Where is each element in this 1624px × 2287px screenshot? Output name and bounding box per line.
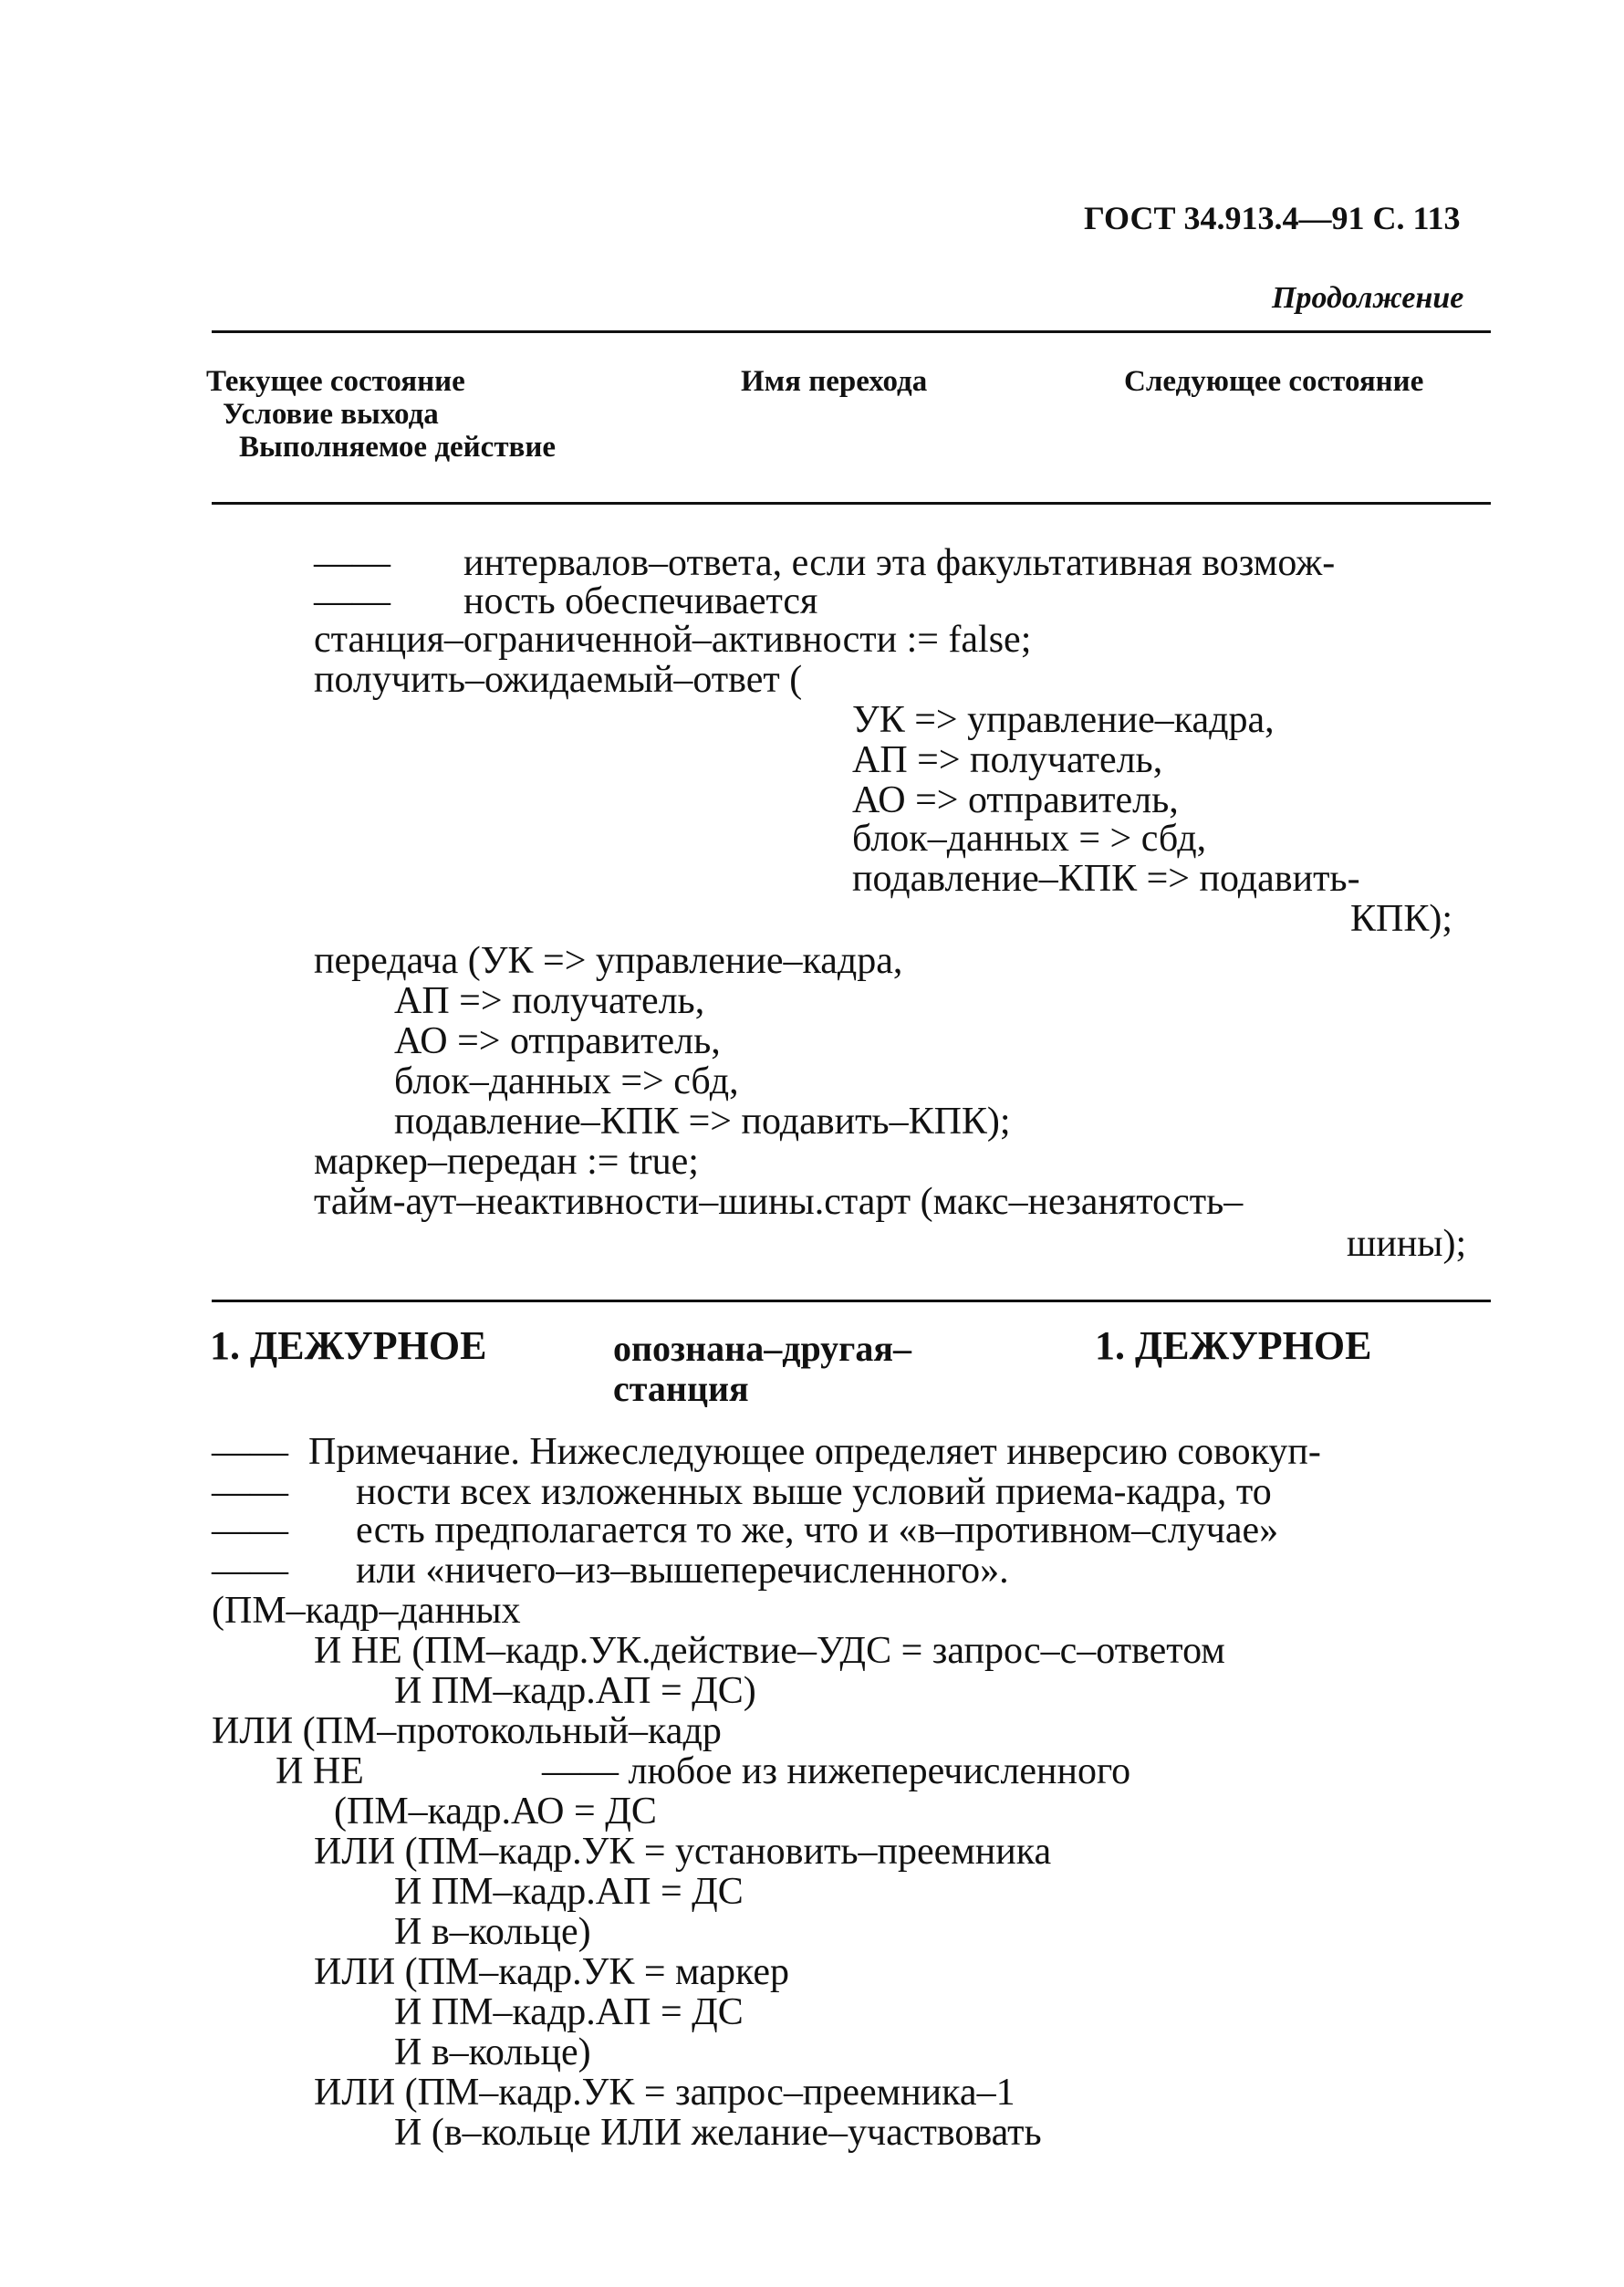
comment-dash: —— <box>212 1550 288 1592</box>
condition-line: (ПМ–кадр–данных <box>212 1590 521 1632</box>
table-top-rule <box>212 330 1491 333</box>
note-line: —— Примечание. Нижеследующее определяет инверсию совокуп- <box>212 1431 1321 1473</box>
code-line: АО => отправитель, <box>394 1020 721 1062</box>
comment-dash: —— <box>314 542 390 584</box>
col-action-header: Выполняемое действие <box>239 431 557 464</box>
comment-dash: —— <box>212 1471 288 1513</box>
col-current-state-header: Текущее состояние <box>206 365 465 398</box>
comment-dash: —— <box>212 1431 288 1473</box>
code-line: маркер–передан := true; <box>314 1141 699 1183</box>
code-line: КПК); <box>1350 898 1453 940</box>
code-line: передача (УК => управление–кадра, <box>314 940 903 982</box>
note-line: —— ности всех изложенных выше условий приема-кадра, то <box>212 1471 1272 1513</box>
standard-code: ГОСТ 34.913.4—91 С. 113 <box>1084 200 1461 236</box>
code-line: подавление–КПК => подавить- <box>852 858 1360 900</box>
code-line: тайм-аут–неактивности–шины.старт (макс–незанятость– <box>314 1181 1244 1223</box>
table-header-rule <box>212 502 1491 505</box>
code-line: —— ность обеспечивается <box>314 580 818 622</box>
condition-line: И НЕ <box>276 1750 364 1792</box>
condition-line: И ПМ–кадр.АП = ДС <box>394 1991 744 2033</box>
condition-line: (ПМ–кадр.АО = ДС <box>334 1791 657 1833</box>
code-line: станция–ограниченной–активности := false; <box>314 619 1032 661</box>
code-line: АП => получатель, <box>394 980 705 1022</box>
code-line: шины); <box>1347 1223 1467 1265</box>
code-line: —— интервалов–ответа, если эта факультативная возмож- <box>314 542 1336 584</box>
note-line: —— или «ничего–из–вышеперечисленного». <box>212 1550 1009 1592</box>
col-transition-header: Имя перехода <box>741 365 928 398</box>
transition-name: опознана–другая– <box>613 1328 911 1369</box>
code-line: УК => управление–кадра, <box>852 699 1275 741</box>
code-line: блок–данных = > сбд, <box>852 818 1207 860</box>
comment-dash: —— <box>212 1509 288 1551</box>
code-line: АП => получатель, <box>852 739 1163 781</box>
code-line: блок–данных => сбд, <box>394 1060 739 1102</box>
col-next-state-header: Следующее состояние <box>1124 365 1424 398</box>
condition-line: И НЕ (ПМ–кадр.УК.действие–УДС = запрос–с–ответом <box>314 1630 1225 1672</box>
transition-name-cont: станция <box>613 1368 749 1409</box>
row-separator-rule <box>212 1300 1491 1302</box>
condition-line: ИЛИ (ПМ–кадр.УК = маркер <box>314 1951 789 1993</box>
condition-line: ИЛИ (ПМ–кадр.УК = запрос–преемника–1 <box>314 2072 1015 2114</box>
condition-line: И в–кольце) <box>394 2031 591 2073</box>
current-state: 1. ДЕЖУРНОЕ <box>210 1323 487 1368</box>
col-exit-condition-header: Условие выхода <box>223 398 439 431</box>
condition-line: ИЛИ (ПМ–кадр.УК = установить–преемника <box>314 1831 1052 1873</box>
note-line: —— есть предполагается то же, что и «в–противном–случае» <box>212 1509 1279 1551</box>
continuation-label: Продолжение <box>1272 281 1464 315</box>
condition-line: И в–кольце) <box>394 1911 591 1953</box>
code-line: подавление–КПК => подавить–КПК); <box>394 1101 1011 1143</box>
next-state: 1. ДЕЖУРНОЕ <box>1095 1323 1372 1368</box>
condition-line: И ПМ–кадр.АП = ДС) <box>394 1670 756 1712</box>
condition-comment: —— любое из нижеперечисленного <box>542 1750 1131 1792</box>
condition-line: И (в–кольце ИЛИ желание–участвовать <box>394 2112 1042 2154</box>
condition-line: И ПМ–кадр.АП = ДС <box>394 1871 744 1913</box>
code-line: АО => отправитель, <box>852 779 1179 821</box>
condition-line: ИЛИ (ПМ–протокольный–кадр <box>212 1710 722 1752</box>
comment-dash: —— <box>314 580 390 622</box>
code-line: получить–ожидаемый–ответ ( <box>314 659 803 701</box>
